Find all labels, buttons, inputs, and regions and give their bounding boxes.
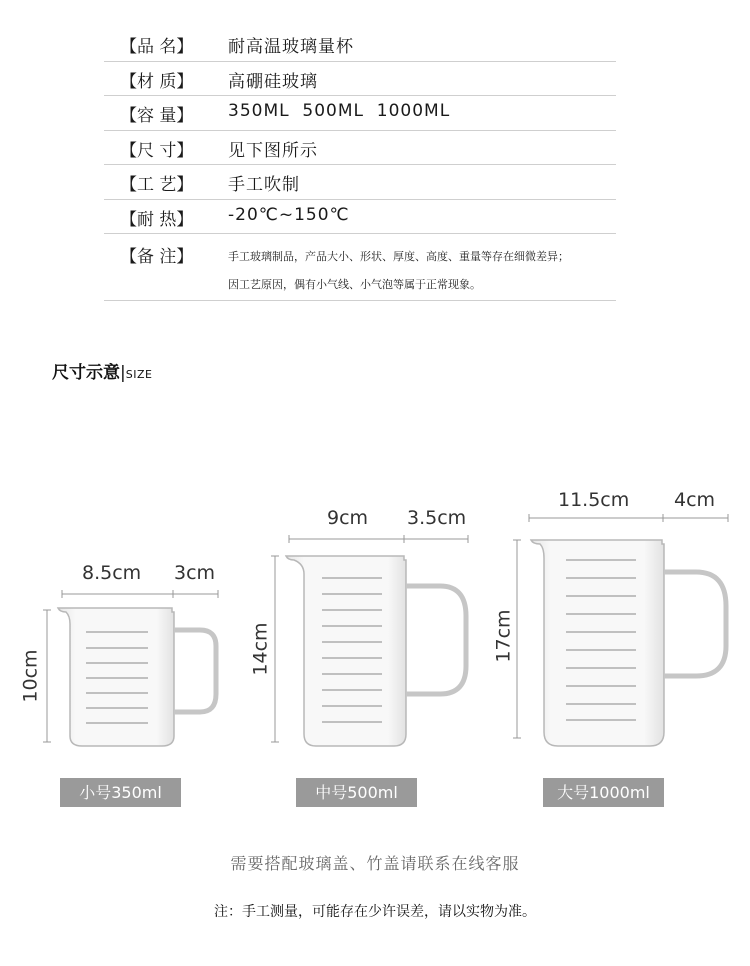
spec-key: 【品 名】 [120, 37, 194, 57]
size-title-text: 尺寸示意 [52, 363, 120, 383]
spec-value: 手工吹制 [228, 175, 300, 195]
large-cup-label: 大号1000ml [543, 778, 664, 807]
small-cup-handle: 3cm [174, 562, 216, 584]
large-cup-illustration [531, 540, 726, 746]
spec-key: 【耐 热】 [120, 209, 194, 230]
spec-key: 【备 注】 [120, 247, 194, 267]
spec-key: 【尺 寸】 [120, 140, 194, 161]
spec-key: 【材 质】 [120, 71, 194, 92]
small-cup-label: 小号350ml [60, 778, 181, 807]
medium-cup-height: 14cm [249, 622, 272, 676]
large-cup-height: 17cm [492, 609, 515, 663]
measurement-disclaimer: 注：手工测量，可能存在少许误差，请以实物为准。 [214, 904, 536, 920]
spec-key: 【容 量】 [120, 106, 194, 126]
spec-key: 【工 艺】 [120, 175, 194, 195]
note-line-1: 手工玻璃制品，产品大小、形状、厚度、高度、重量等存在细微差异； [228, 250, 569, 263]
note-line-2: 因工艺原因，偶有小气线、小气泡等属于正常现象。 [228, 278, 481, 291]
spec-value: 350ML 500ML 1000ML [228, 101, 451, 121]
medium-cup-label: 中号500ml [296, 778, 417, 807]
large-cup-width: 11.5cm [558, 489, 630, 511]
large-cup-handle: 4cm [674, 489, 716, 511]
spec-value: 耐高温玻璃量杯 [228, 37, 354, 57]
spec-value: 高硼硅玻璃 [228, 71, 318, 92]
size-title-subtitle: SIZE [125, 368, 153, 381]
medium-cup-illustration [286, 556, 466, 746]
small-cup-illustration [58, 608, 216, 746]
small-cup-height: 10cm [19, 649, 42, 703]
medium-cup-handle: 3.5cm [407, 507, 467, 529]
spec-value: -20℃~150℃ [228, 204, 350, 225]
medium-cup-width: 9cm [327, 507, 369, 529]
size-title-separator: | [120, 363, 126, 383]
small-cup-width: 8.5cm [82, 562, 142, 584]
spec-value: 见下图所示 [228, 140, 318, 161]
contact-note: 需要搭配玻璃盖、竹盖请联系在线客服 [230, 854, 520, 873]
